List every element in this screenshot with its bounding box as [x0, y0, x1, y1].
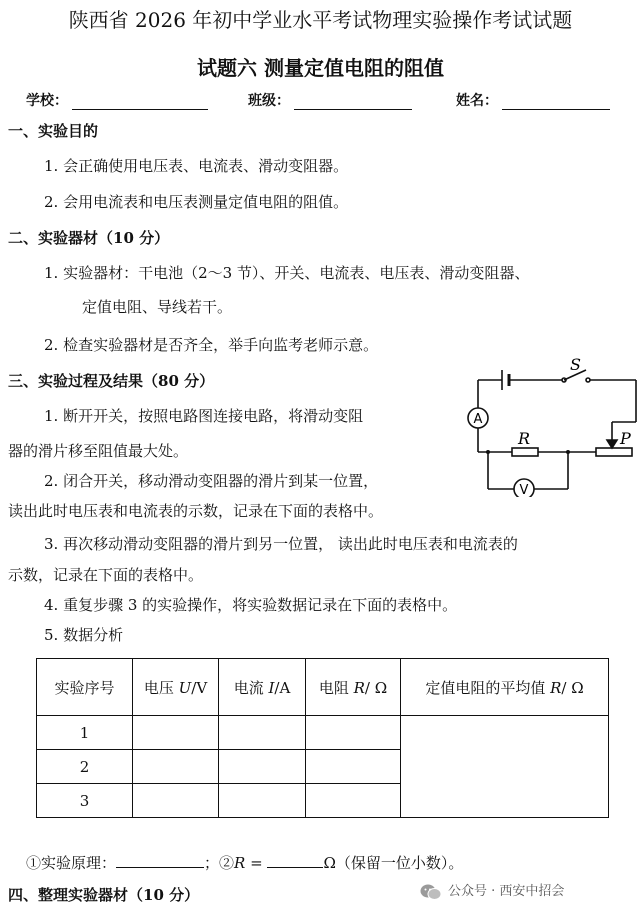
section-3-item-1: 1. 断开开关，按照电路图连接电路，将滑动变阻: [44, 407, 364, 425]
name-field: [456, 90, 610, 110]
watermark-text: 公众号 · 西安中招会: [448, 884, 565, 899]
resistance-cell: [306, 716, 401, 750]
document-title: 陕西省 2026 年初中学业水平考试物理实验操作考试试题: [68, 8, 573, 32]
name-blank: [502, 95, 610, 110]
current-cell: [219, 716, 306, 750]
section-3-item-2-cont: 读出此时电压表和电流表的示数，记录在下面的表格中。: [8, 502, 384, 520]
section-4-title: 四、整理实验器材（10 分）: [8, 886, 200, 904]
section-3-item-2: 2. 闭合开关，移动滑动变阻器的滑片到某一位置，: [44, 472, 379, 490]
voltage-cell: [133, 784, 219, 818]
section-1-item-1: 1. 会正确使用电压表、电流表、滑动变阻器。: [44, 157, 349, 175]
trial-number: 2: [37, 750, 133, 784]
class-blank: [294, 95, 412, 110]
section-2-item-1: 1. 实验器材：干电池（2～3 节）、开关、电流表、电压表、滑动变阻器、: [44, 264, 530, 282]
data-table: [36, 658, 609, 818]
circuit-diagram: [462, 352, 640, 497]
principle-label: ①实验原理：: [26, 854, 117, 872]
slider-arrow-head: [607, 440, 617, 448]
junction-left: [486, 450, 490, 454]
class-label: 班级：: [248, 93, 290, 109]
section-3-item-5: 5. 数据分析: [44, 626, 124, 644]
header-trial: 实验序号: [37, 659, 133, 716]
unit-note: Ω（保留一位小数）。: [323, 854, 464, 872]
header-resistance: 电阻 R/ Ω: [306, 659, 401, 716]
header-voltage: 电压 U/V: [133, 659, 219, 716]
section-3-item-3-cont: 示数，记录在下面的表格中。: [8, 566, 204, 584]
school-field: [26, 90, 208, 110]
voltage-cell: [133, 716, 219, 750]
question-title: 试题六 测量定值电阻的阻值: [197, 56, 444, 80]
watermark: [420, 880, 564, 901]
wechat-icon: [420, 883, 442, 901]
class-field: [248, 90, 412, 110]
section-3-title: 三、实验过程及结果（80 分）: [8, 372, 215, 390]
header-average: 定值电阻的平均值 R/ Ω: [401, 659, 609, 716]
average-cell: [401, 716, 609, 818]
section-3-item-4: 4. 重复步骤 3 的实验操作，将实验数据记录在下面的表格中。: [44, 596, 458, 614]
section-1-title: 一、实验目的: [8, 122, 99, 140]
section-2-item-2: 2. 检查实验器材是否齐全，举手向监考老师示意。: [44, 336, 379, 354]
section-2-item-1-cont: 定值电阻、导线若干。: [82, 298, 233, 316]
header-current: 电流 I/A: [219, 659, 306, 716]
resistor-r: [512, 448, 538, 456]
table-row: [37, 716, 609, 750]
school-blank: [72, 95, 208, 110]
voltmeter-label: V: [519, 483, 529, 497]
junction-right: [566, 450, 570, 454]
r-value-blank: [267, 853, 323, 868]
resistor-label: R: [518, 429, 531, 448]
voltage-cell: [133, 750, 219, 784]
section-1-item-2: 2. 会用电流表和电压表测量定值电阻的阻值。: [44, 193, 349, 211]
slider-label: P: [620, 429, 631, 448]
switch-contact: [586, 378, 590, 382]
name-label: 姓名：: [456, 93, 498, 109]
ammeter-label: A: [473, 412, 483, 427]
table-header-row: [37, 659, 609, 716]
current-cell: [219, 784, 306, 818]
r-variable: R: [234, 854, 246, 872]
principle-line: [26, 852, 463, 873]
section-3-item-3: 3. 再次移动滑动变阻器的滑片到另一位置， 读出此时电压表和电流表的: [44, 535, 518, 553]
current-cell: [219, 750, 306, 784]
principle-blank: [116, 853, 204, 868]
trial-number: 3: [37, 784, 133, 818]
school-label: 学校：: [26, 93, 68, 109]
section-3-item-1-cont: 器的滑片移至阻值最大处。: [8, 442, 189, 460]
switch-label: S: [570, 355, 581, 374]
separator: ；②: [204, 854, 235, 872]
resistance-cell: [306, 784, 401, 818]
rheostat: [596, 448, 632, 456]
resistance-cell: [306, 750, 401, 784]
trial-number: 1: [37, 716, 133, 750]
equals: =: [245, 854, 268, 872]
section-2-title: 二、实验器材（10 分）: [8, 229, 170, 247]
